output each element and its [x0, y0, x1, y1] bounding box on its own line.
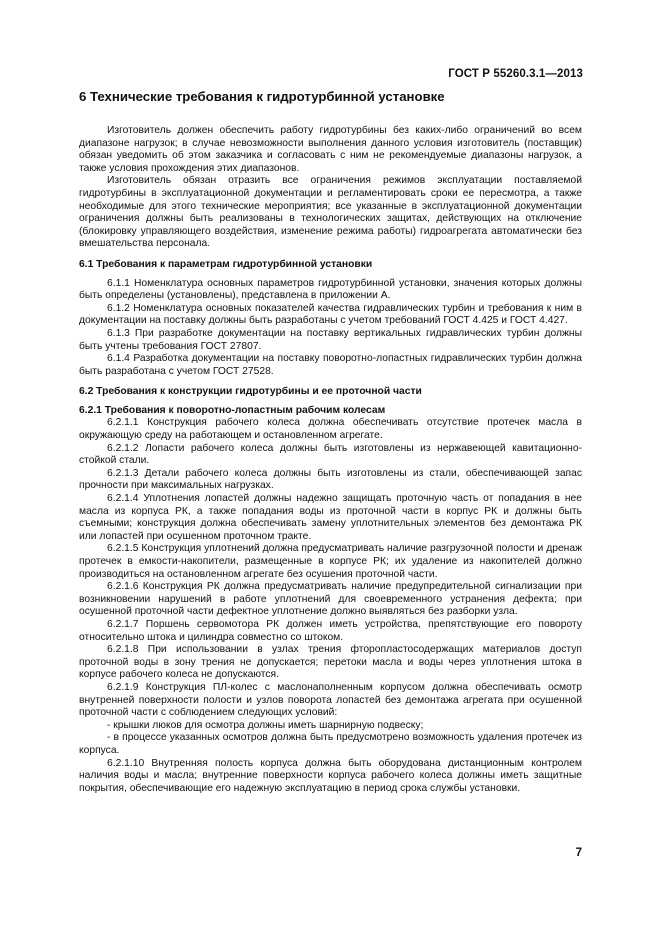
clause-6-2-1-8: 6.2.1.8 При использовании в узлах трения фторопластосодержащих материалов доступ проточной воды в зону трения не допускается; перетоки масла и воды через уплотнения штока в корпусе рабочего колеса не допускаются. [79, 644, 582, 681]
intro-paragraph-1: Изготовитель должен обеспечить работу гидротурбины без каких-либо ограничений во всем диапазоне нагрузок; в случае невозможности выполнения данного условия изготовитель (поставщик) обязан уведомить об этом заказчика и согласовать с ним не рекомендуемые диапазоны нагрузок, а также условия прохождения этих диапазонов. [79, 125, 582, 174]
subsection-title-6-1: 6.1 Требования к параметрам гидротурбинной установки [79, 258, 373, 270]
list-item-2: - в процессе указанных осмотров должна быть предусмотрено возможность удаления протечек из корпуса. [79, 732, 582, 756]
clause-6-2-1-7: 6.2.1.7 Поршень сервомотора РК должен иметь устройства, препятствующие его повороту относительно штока и цилиндра совместно со штоком. [79, 618, 582, 643]
clause-6-1-3: 6.1.3 При разработке документации на поставку вертикальных гидравлических турбин должны быть учтены требования ГОСТ 27807. [79, 327, 582, 352]
page-number: 7 [575, 847, 582, 859]
clause-6-2-1-5: 6.2.1.5 Конструкция уплотнений должна предусматривать наличие разгрузочной полости и дренаж протечек в емкости-накопители, размещенные в корпусе РК; их удаление из накопителей должно производиться на остановленном агрегате без осушения проточной части. [79, 543, 582, 580]
subsection-title-6-2-1: 6.2.1 Требования к поворотно-лопастным рабочим колесам [79, 404, 386, 416]
list-item-1: - крышки люков для осмотра должны иметь шарнирную подвеску; [107, 719, 424, 731]
clause-6-2-1-1: 6.2.1.1 Конструкция рабочего колеса должна обеспечивать отсутствие протечек масла в окружающую среду на работающем и остановленном агрегате. [79, 417, 582, 442]
clause-6-1-2: 6.1.2 Номенклатура основных показателей качества гидравлических турбин и требования к ним в документации на поставку должны быть разработаны с учетом требований ГОСТ 4.425 и ГОСТ 4.427. [79, 302, 582, 327]
intro-paragraph-2: Изготовитель обязан отразить все ограничения режимов эксплуатации поставляемой гидротурбины в эксплуатационной документации и регламентировать сроки ее пересмотра, а также необходимые для этого технические мероприятия; все указанные в эксплуатационной документации ограничения должны быть реализованы в технологических защитах, действующих на отключение (блокировку управляющего воздействия, изменение режима работы) гидроагрегата автоматически без вмешательства персонала. [79, 175, 582, 250]
clause-6-2-1-3: 6.2.1.3 Детали рабочего колеса должны быть изготовлены из стали, обеспечивающей запас прочности при максимальных нагрузках. [79, 467, 582, 492]
clause-6-2-1-4: 6.2.1.4 Уплотнения лопастей должны надежно защищать проточную часть от попадания в нее масла из корпуса РК, а также попадания воды из проточной части в корпус РК и должны быть съемными; конструкция должна обеспечивать замену уплотнительных элементов без демонтажа РК или лопастей при осушенном проточном тракте. [79, 493, 582, 542]
clause-6-1-1: 6.1.1 Номенклатура основных параметров гидротурбинной установки, значения которых должны быть определены (установлены), представлена в приложении А. [79, 277, 582, 302]
clause-6-2-1-6: 6.2.1.6 Конструкция РК должна предусматривать наличие предупредительной сигнализации при возникновении нарушений в работе уплотнений для своевременного устранения дефекта; при осушенной проточной части дефектное уплотнение должно выявляться без разборки узла. [79, 581, 582, 618]
document-header: ГОСТ Р 55260.3.1—2013 [448, 68, 583, 80]
subsection-title-6-2: 6.2 Требования к конструкции гидротурбины и ее проточной части [79, 386, 422, 398]
clause-6-2-1-9: 6.2.1.9 Конструкция ПЛ-колес с маслонаполненным корпусом должна обеспечивать осмотр внутренней поверхности полости и узлов поворота лопастей без демонтажа агрегата при осушенной проточной части с соблюдением следующих условий: [79, 681, 582, 719]
clause-6-2-1-10: 6.2.1.10 Внутренняя полость корпуса должна быть оборудована дистанционным контролем наличия воды и масла; внутренние поверхности корпуса рабочего колеса должны иметь защитные покрытия, обеспечивающие его надежную эксплуатацию в период срока службы установки. [79, 757, 582, 794]
document-body [79, 89, 582, 795]
section-title: 6 Технические требования к гидротурбинной установке [79, 89, 445, 104]
clause-6-2-1-2: 6.2.1.2 Лопасти рабочего колеса должны быть изготовлены из нержавеющей кавитационно-стойкой стали. [79, 442, 582, 467]
clause-6-1-4: 6.1.4 Разработка документации на поставку поворотно-лопастных гидравлических турбин должна быть разработана с учетом ГОСТ 27528. [79, 353, 582, 377]
